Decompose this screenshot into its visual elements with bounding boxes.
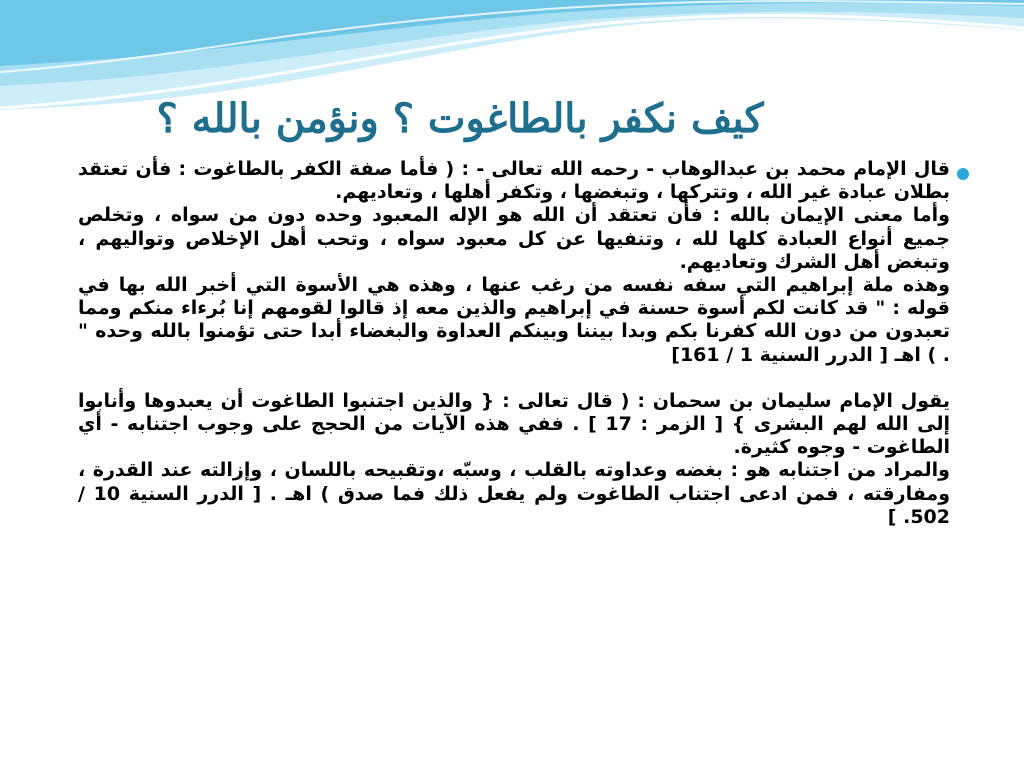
bullet-dot-icon	[957, 168, 969, 180]
paragraph-4: يقول الإمام سليمان بن سحمان : ( قال تعالى : { والذين اجتنبوا الطاغوت أن يعبدوها وأنابوا إلى الله لهم البشرى } [ الزمر : 17 ] . ففي هذه الآيات من الحجج على وجوب اجتنابه - أي الطاغوت - وجوه كثيرة.	[78, 389, 950, 459]
paragraph-1: قال الإمام محمد بن عبدالوهاب - رحمه الله تعالى - : ( فأما صفة الكفر بالطاغوت : فأن تعتقد بطلان عبادة غير الله ، وتتركها ، وتبغضها ، وتكفر أهلها ، وتعاديهم.	[78, 158, 950, 204]
slide-title: كيف نكفر بالطاغوت ؟ ونؤمن بالله ؟	[156, 95, 764, 142]
paragraph-5: والمراد من اجتنابه هو : بغضه وعداوته بالقلب ، وسبّه ،وتقبيحه باللسان ، وإزالته عند القدرة ، ومفارقته ، فمن ادعى اجتناب الطاغوت ولم يفعل ذلك فما صدق ) اهـ . [ الدرر السنية 10 / 502. ]	[78, 459, 950, 528]
paragraph-spacer	[78, 367, 950, 390]
slide-body	[78, 158, 950, 529]
paragraph-2: وأما معنى الإيمان بالله : فأن تعتقد أن الله هو الإله المعبود وحده دون من سواه ، وتخلص جميع أنواع العبادة كلها لله ، وتنفيها عن كل معبود سواه ، وتحب أهل الإخلاص وتواليهم ، وتبغض أهل الشرك وتعاديهم.	[78, 204, 950, 273]
paragraph-3: وهذه ملة إبراهيم التي سفه نفسه من رغب عنها ، وهذه هي الأسوة التي أخبر الله بها في قوله : " قد كانت لكم أسوة حسنة في إبراهيم والذين معه إذ قالوا لقومهم إنا بُرءاء منكم ومما تعبدون من دون الله كفرنا بكم وبدا بيننا وبينكم العداوة والبغضاء أبدا حتى تؤمنوا بالله وحده " . ) اهـ [ الدرر السنية 1 / 161]	[78, 274, 950, 366]
